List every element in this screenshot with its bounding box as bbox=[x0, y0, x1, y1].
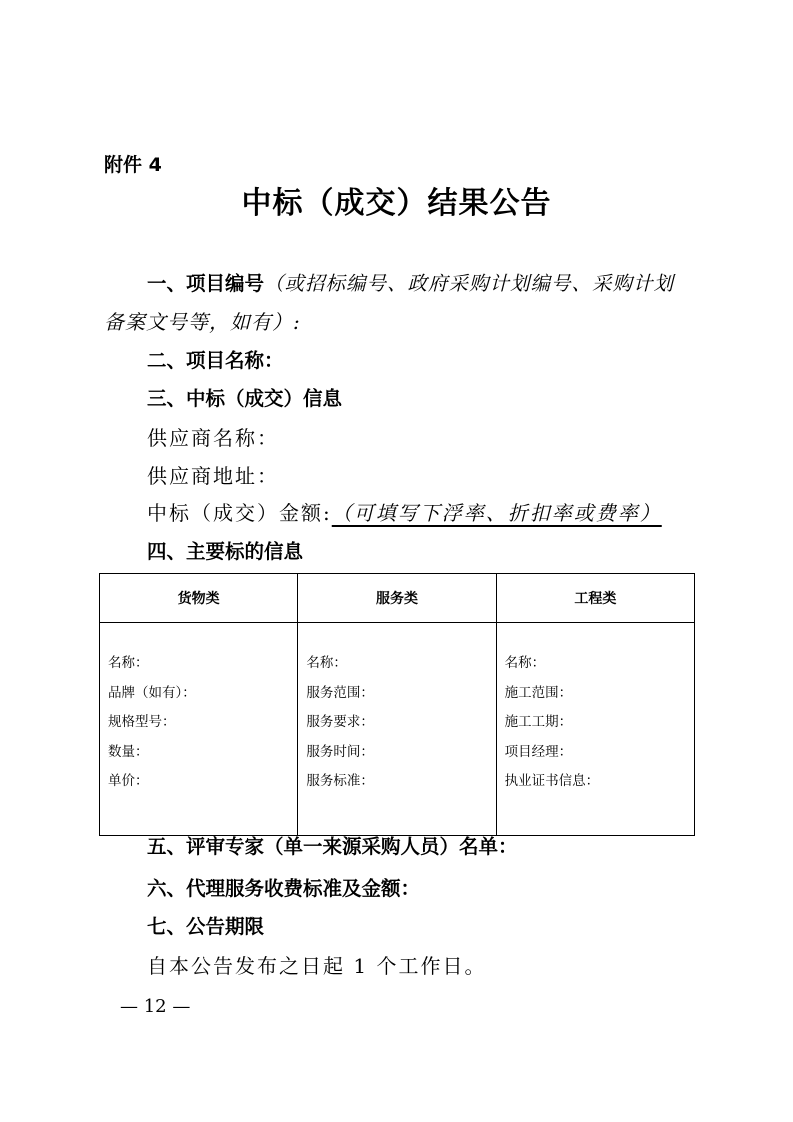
amount-line bbox=[147, 497, 662, 526]
construction-scope: 施工范围： bbox=[504, 684, 573, 701]
section-3-heading: 三、中标（成交）信息 bbox=[147, 387, 343, 410]
goods-spec: 规格型号： bbox=[108, 714, 176, 730]
service-standard: 服务标准： bbox=[306, 773, 374, 789]
section-4-heading: 四、主要标的信息 bbox=[147, 540, 304, 563]
attachment-label: 附件 4 bbox=[104, 154, 162, 176]
section-1 bbox=[147, 268, 674, 296]
notice-period-text: 自本公告发布之日起 1 个工作日。 bbox=[147, 954, 487, 978]
supplier-address-label: 供应商地址： bbox=[147, 464, 279, 488]
subject-info-table bbox=[99, 573, 695, 836]
goods-cell bbox=[100, 623, 298, 836]
header-goods: 货物类 bbox=[100, 574, 298, 623]
page-title: 中标（成交）结果公告 bbox=[241, 186, 552, 221]
engineering-cell bbox=[496, 623, 694, 836]
goods-quantity: 数量： bbox=[108, 743, 149, 760]
service-time: 服务时间： bbox=[306, 743, 374, 760]
goods-unit-price: 单价： bbox=[108, 773, 149, 789]
header-services: 服务类 bbox=[298, 574, 496, 623]
header-engineering: 工程类 bbox=[496, 574, 694, 623]
service-name: 名称： bbox=[306, 655, 347, 671]
table-row bbox=[100, 623, 695, 836]
goods-name: 名称： bbox=[108, 655, 149, 671]
section-1-note-continued: 备案文号等，如有）: bbox=[104, 310, 301, 334]
page-number: — 12 — bbox=[120, 996, 191, 1017]
service-scope: 服务范围： bbox=[306, 684, 374, 701]
engineering-name: 名称： bbox=[504, 655, 546, 671]
services-cell bbox=[298, 623, 496, 836]
certificate-info: 执业证书信息： bbox=[504, 773, 600, 789]
goods-brand: 品牌（如有）： bbox=[108, 684, 196, 701]
construction-period: 施工工期： bbox=[504, 714, 573, 730]
section-5-heading: 五、评审专家（单一来源采购人员）名单： bbox=[147, 835, 518, 858]
table-header-row bbox=[100, 574, 695, 623]
section-2-heading: 二、项目名称： bbox=[147, 349, 284, 372]
section-1-heading: 一、项目编号 bbox=[147, 272, 265, 295]
amount-note: （可填写下浮率、折扣率或费率） bbox=[331, 501, 662, 525]
amount-label: 中标（成交）金额: bbox=[147, 501, 332, 525]
service-requirements: 服务要求： bbox=[306, 714, 374, 730]
supplier-name-label: 供应商名称： bbox=[147, 426, 279, 450]
section-1-note: （或招标编号、政府采购计划编号、采购计划 bbox=[264, 272, 675, 295]
section-6-heading: 六、代理服务收费标准及金额： bbox=[147, 877, 421, 900]
section-7-heading: 七、公告期限 bbox=[147, 915, 265, 938]
project-manager: 项目经理： bbox=[504, 743, 573, 760]
